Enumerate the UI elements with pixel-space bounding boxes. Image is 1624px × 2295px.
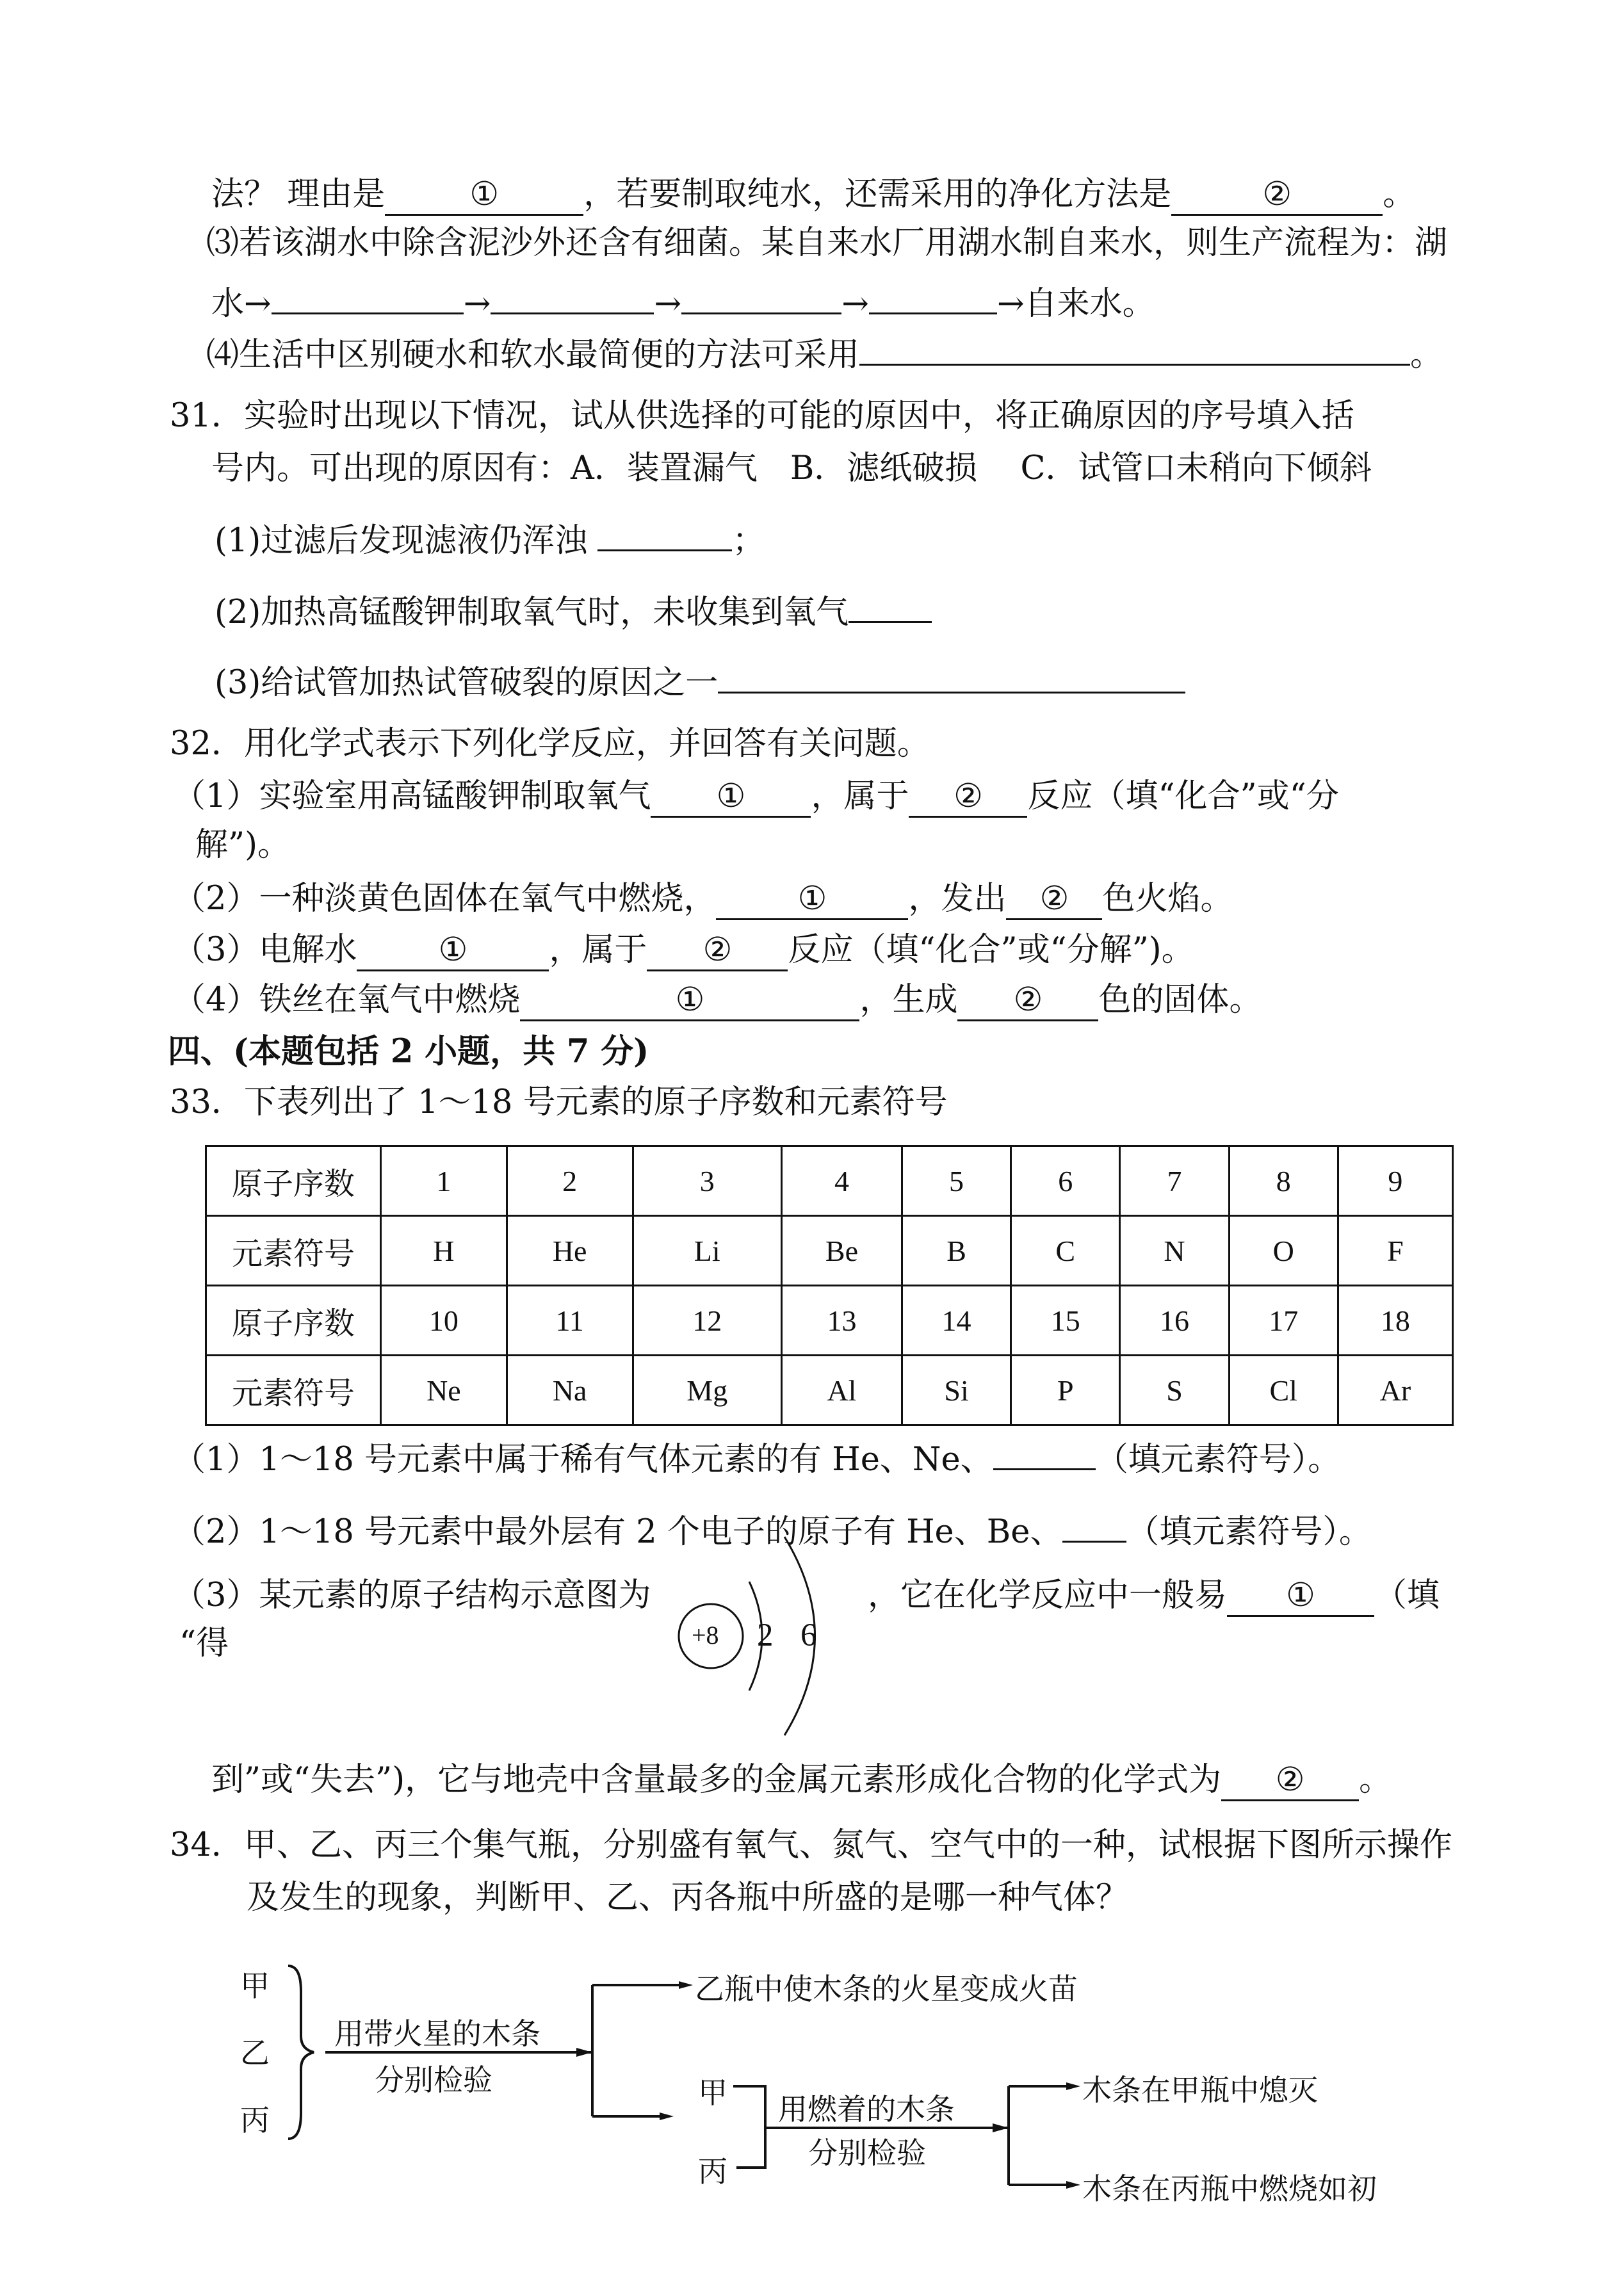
table-cell: O [1229, 1216, 1338, 1286]
q32-2-blank-1[interactable]: ① [716, 881, 908, 920]
q32-4-blank-1[interactable]: ① [520, 982, 859, 1021]
table-cell: 10 [381, 1286, 507, 1356]
q33-3-blank-2[interactable]: ② [1221, 1762, 1359, 1801]
q30-line4: ⑷生活中区别硬水和软水最简便的方法可采用 。 [206, 327, 1443, 376]
q31-blank-2[interactable] [849, 584, 932, 623]
q34-line2: 及发生的现象，判断甲、乙、丙各瓶中所盛的是哪一种气体？ [247, 1879, 1129, 1917]
flow-jia: 甲 [240, 1968, 270, 2003]
table-cell: 17 [1229, 1286, 1338, 1356]
q32-3-blank-2[interactable]: ② [647, 932, 788, 971]
table-cell: Mg [633, 1356, 781, 1425]
q31-blank-3[interactable] [718, 654, 1185, 693]
q31-line1: 31．实验时出现以下情况，试从供选择的可能的原因中，将正确原因的序号填入括 [170, 397, 1354, 435]
arrow-head [993, 2123, 1009, 2132]
table-cell: B [902, 1216, 1011, 1286]
q33-blank-2[interactable] [1062, 1504, 1126, 1543]
table-header-cell: 元素符号 [206, 1356, 381, 1425]
table-cell: F [1338, 1216, 1452, 1286]
flow-result1: 乙瓶中使木条的火星变成火苗 [695, 1972, 1078, 2006]
q33-sub2: （2）1～18 号元素中最外层有 2 个电子的原子有 He、Be、 （填元素符号）。 [173, 1504, 1372, 1553]
q33-sub3-right: ，它在化学反应中一般易 ① （填 [868, 1575, 1440, 1617]
section-heading: 四、(本题包括 2 小题，共 7 分) [168, 1032, 649, 1071]
arrow-head [679, 1981, 693, 1989]
element-table [205, 1145, 1454, 1426]
table-cell: Li [633, 1216, 781, 1286]
table-cell: Si [902, 1356, 1011, 1425]
table-cell: 9 [1338, 1146, 1452, 1216]
table-cell: P [1011, 1356, 1120, 1425]
q33-sub3-cont: 到”或“失去”)，它与地壳中含量最多的金属元素形成化合物的化学式为 ② 。 [211, 1760, 1392, 1801]
q31-sub1: (1)过滤后发现滤液仍浑浊 ； [215, 512, 765, 562]
q32-line1: 32．用化学式表示下列化学反应，并回答有关问题。 [170, 725, 930, 763]
table-cell: Al [781, 1356, 902, 1425]
flow-test1-top: 用带火星的木条 [334, 2016, 540, 2051]
table-cell: 1 [381, 1146, 507, 1216]
q31-line2: 号内。可出现的原因有：A．装置漏气 B．滤纸破损 C．试管口未稍向下倾斜 [211, 450, 1372, 487]
table-cell: 11 [507, 1286, 633, 1356]
atom-shell1-count: 2 [757, 1618, 774, 1653]
table-row [206, 1286, 1453, 1356]
q32-3-blank-1[interactable]: ① [357, 932, 549, 971]
q32-2-blank-2[interactable]: ② [1006, 881, 1102, 920]
table-cell: 4 [781, 1146, 902, 1216]
table-cell: 15 [1011, 1286, 1120, 1356]
q33-sub1: （1）1～18 号元素中属于稀有气体元素的有 He、Ne、 （填元素符号）。 [173, 1431, 1340, 1480]
table-cell: H [381, 1216, 507, 1286]
q30-blank-2[interactable]: ② [1171, 177, 1383, 216]
table-cell: 6 [1011, 1146, 1120, 1216]
q30-blank-1[interactable]: ① [385, 177, 583, 216]
flow-result3: 木条在丙瓶中燃烧如初 [1082, 2171, 1377, 2206]
flow-bing2: 丙 [698, 2154, 727, 2189]
q30-flow-blank-3[interactable] [681, 275, 841, 314]
table-cell: 8 [1229, 1146, 1338, 1216]
arrow-head [576, 2048, 592, 2057]
q33-blank-1[interactable] [993, 1431, 1096, 1470]
table-header-cell: 原子序数 [206, 1146, 381, 1216]
table-cell: N [1120, 1216, 1229, 1286]
bracket-right [733, 2086, 765, 2168]
q33-sub3-quote: “得 [179, 1625, 229, 1662]
q34-line1: 34．甲、乙、丙三个集气瓶，分别盛有氧气、氮气、空气中的一种，试根据下图所示操作 [170, 1826, 1452, 1864]
q32-sub4: （4）铁丝在氧气中燃烧 ① ，生成 ② 色的固体。 [173, 980, 1262, 1021]
table-cell: 7 [1120, 1146, 1229, 1216]
q32-sub1: （1）实验室用高锰酸钾制取氧气 ① ，属于 ② 反应（填“化合”或“分 [173, 776, 1339, 818]
q30-line3: 水→ → → → →自来水。 [211, 275, 1155, 325]
table-header-cell: 原子序数 [206, 1286, 381, 1356]
q31-sub3: (3)给试管加热试管破裂的原因之一 [215, 654, 1185, 704]
table-header-cell: 元素符号 [206, 1216, 381, 1286]
q31-sub2: (2)加热高锰酸钾制取氧气时，未收集到氧气 [215, 584, 932, 633]
table-cell: C [1011, 1216, 1120, 1286]
table-cell: Be [781, 1216, 902, 1286]
flow-jia2: 甲 [698, 2075, 727, 2110]
table-cell: Na [507, 1356, 633, 1425]
q32-sub2: （2）一种淡黄色固体在氧气中燃烧， ① ，发出 ② 色火焰。 [173, 879, 1233, 920]
q31-blank-1[interactable] [597, 512, 732, 551]
q30-line2: ⑶若该湖水中除含泥沙外还含有细菌。某自来水厂用湖水制自来水，则生产流程为：湖 [206, 224, 1448, 262]
q33-title: 33．下表列出了 1～18 号元素的原子序数和元素符号 [170, 1083, 948, 1121]
bracket-left [288, 1966, 314, 2139]
q30-flow-blank-2[interactable] [491, 275, 654, 314]
table-cell: 13 [781, 1286, 902, 1356]
q30-flow-blank-1[interactable] [272, 275, 464, 314]
table-cell: Ar [1338, 1356, 1452, 1425]
table-cell: S [1120, 1356, 1229, 1425]
atom-nucleus-label: +8 [692, 1621, 719, 1650]
q32-sub3: （3）电解水 ① ，属于 ② 反应（填“化合”或“分解”)。 [173, 930, 1194, 971]
table-row [206, 1356, 1453, 1425]
table-cell: 12 [633, 1286, 781, 1356]
table-cell: Ne [381, 1356, 507, 1425]
table-cell: 16 [1120, 1286, 1229, 1356]
flow-yi: 乙 [240, 2036, 270, 2070]
table-row [206, 1146, 1453, 1216]
flow-test2-bottom: 分别检验 [808, 2136, 926, 2170]
q32-sub1-cont: 解”)。 [195, 826, 290, 864]
flow-test1-bottom: 分别检验 [375, 2063, 492, 2097]
q33-sub3: （3）某元素的原子结构示意图为 [173, 1577, 651, 1614]
q33-3-blank-1[interactable]: ① [1227, 1578, 1374, 1617]
flow-bing: 丙 [240, 2103, 270, 2137]
q30-line1: 法？ 理由是 ① ，若要制取纯水，还需采用的净化方法是 ② 。 [211, 174, 1415, 216]
table-cell: 2 [507, 1146, 633, 1216]
q32-4-blank-2[interactable]: ② [957, 982, 1098, 1021]
flow-result2: 木条在甲瓶中熄灭 [1082, 2073, 1318, 2107]
table-cell: 14 [902, 1286, 1011, 1356]
table-cell: 3 [633, 1146, 781, 1216]
arrow-head [1066, 2082, 1080, 2090]
table-row [206, 1216, 1453, 1286]
table-cell: He [507, 1216, 633, 1286]
table-cell: 18 [1338, 1286, 1452, 1356]
table-cell: 5 [902, 1146, 1011, 1216]
table-cell: Cl [1229, 1356, 1338, 1425]
q30-reason-text: 法？ 理由是 [211, 175, 386, 213]
q32-1-blank-1[interactable]: ① [651, 779, 811, 818]
q30-flow-blank-4[interactable] [869, 275, 997, 314]
q30-hardwater-blank[interactable] [859, 327, 1410, 366]
arrow-head [1066, 2181, 1080, 2189]
atom-shell2-count: 6 [800, 1618, 817, 1653]
arrow-head [660, 2113, 674, 2120]
q32-1-blank-2[interactable]: ② [909, 779, 1027, 818]
flow-test2-top: 用燃着的木条 [778, 2092, 955, 2127]
